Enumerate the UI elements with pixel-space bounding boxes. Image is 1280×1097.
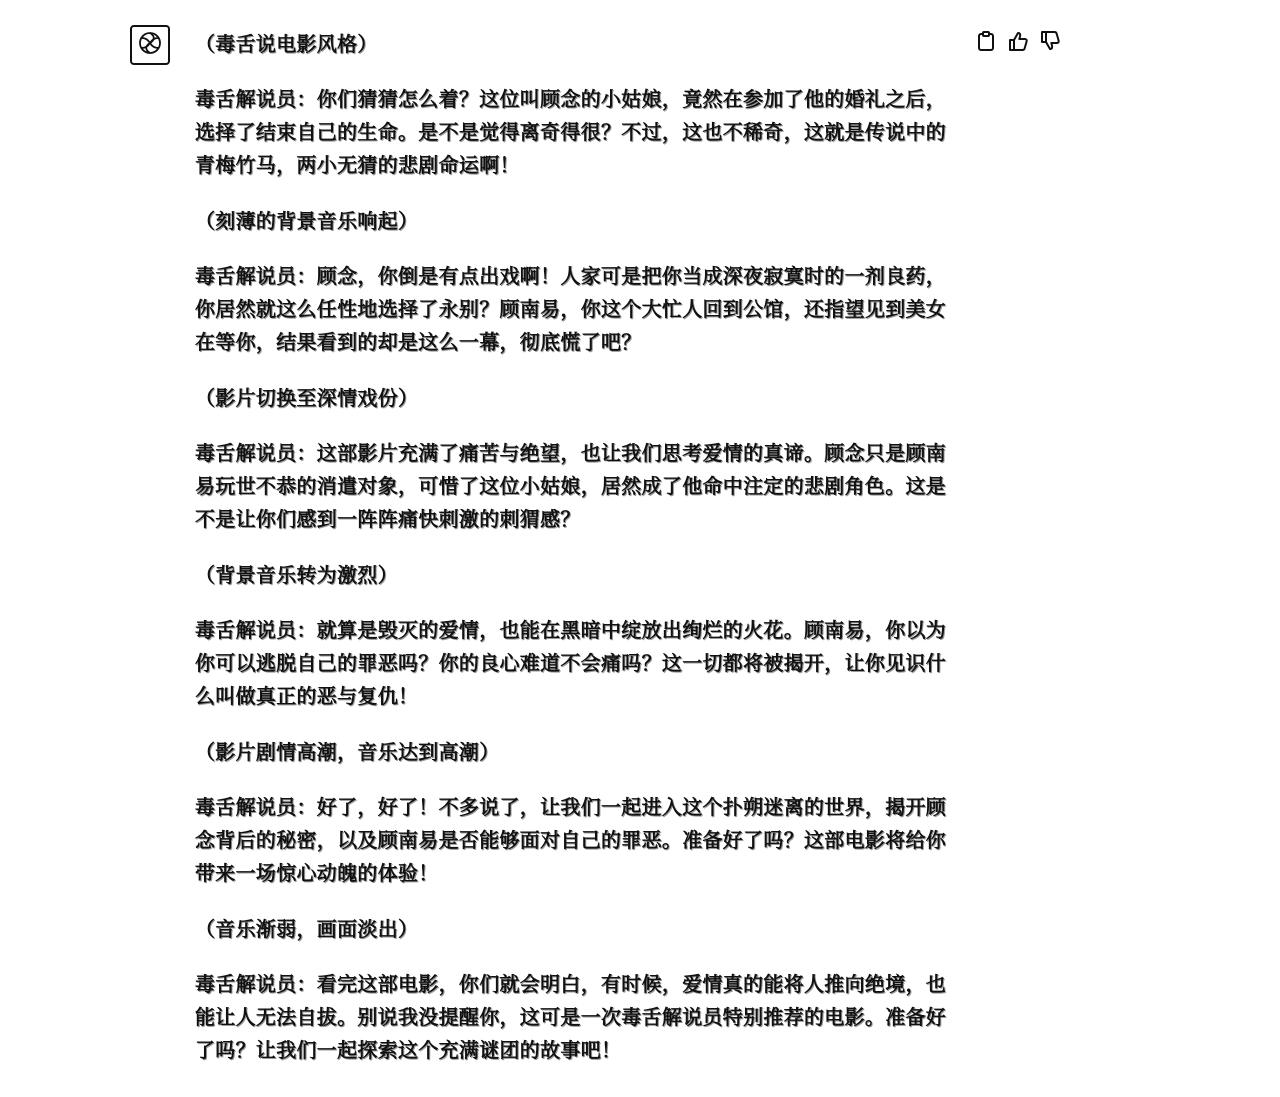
narration-paragraph: 毒舌解说员：你们猜猜怎么着？这位叫顾念的小姑娘，竟然在参加了他的婚礼之后，选择了结束自己的生命。是不是觉得离奇得很？不过，这也不稀奇，这就是传说中的青梅竹马，两小无猜的悲剧命运啊！ [195, 87, 947, 177]
narration-paragraph: 毒舌解说员：看完这部电影，你们就会明白，有时候，爱情真的能将人推向绝境，也能让人无法自拔。别说我没提醒你，这可是一次毒舌解说员特别推荐的电影。准备好了吗？让我们一起探索这个充满谜团的故事吧！ [195, 972, 947, 1062]
narration-paragraph: 毒舌解说员：这部影片充满了痛苦与绝望，也让我们思考爱情的真谛。顾念只是顾南易玩世不恭的消遣对象，可惜了这位小姑娘，居然成了他命中注定的悲剧角色。这是不是让你们感到一阵阵痛快刺激的刺猬感？ [195, 441, 947, 531]
copy-button[interactable] [974, 31, 998, 55]
thumbs-down-icon [1039, 30, 1061, 56]
stage-direction: （毒舌说电影风格） [195, 32, 378, 56]
thumbs-up-icon [1007, 30, 1029, 56]
assistant-avatar [130, 25, 170, 65]
stage-direction: （刻薄的背景音乐响起） [195, 209, 419, 233]
stage-direction: （背景音乐转为激烈） [195, 563, 398, 587]
stage-direction: （影片剧情高潮，音乐达到高潮） [195, 740, 500, 764]
narration-paragraph: 毒舌解说员：就算是毁灭的爱情，也能在黑暗中绽放出绚烂的火花。顾南易，你以为你可以逃脱自己的罪恶吗？你的良心难道不会痛吗？这一切都将被揭开，让你见识什么叫做真正的恶与复仇！ [195, 618, 947, 708]
assistant-message [195, 28, 960, 1090]
dislike-button[interactable] [1038, 31, 1062, 55]
like-button[interactable] [1006, 31, 1030, 55]
stage-direction: （影片切换至深情戏份） [195, 386, 419, 410]
clipboard-icon [976, 30, 996, 56]
narration-paragraph: 毒舌解说员：顾念，你倒是有点出戏啊！人家可是把你当成深夜寂寞时的一剂良药，你居然就这么任性地选择了永别？顾南易，你这个大忙人回到公馆，还指望见到美女在等你，结果看到的却是这么一幕，彻底慌了吧？ [195, 264, 947, 354]
stage-direction: （音乐渐弱，画面淡出） [195, 917, 419, 941]
message-actions [974, 31, 1062, 55]
openai-logo-icon [137, 30, 163, 60]
narration-paragraph: 毒舌解说员：好了，好了！不多说了，让我们一起进入这个扑朔迷离的世界，揭开顾念背后的秘密，以及顾南易是否能够面对自己的罪恶。准备好了吗？这部电影将给你带来一场惊心动魄的体验！ [195, 795, 947, 885]
